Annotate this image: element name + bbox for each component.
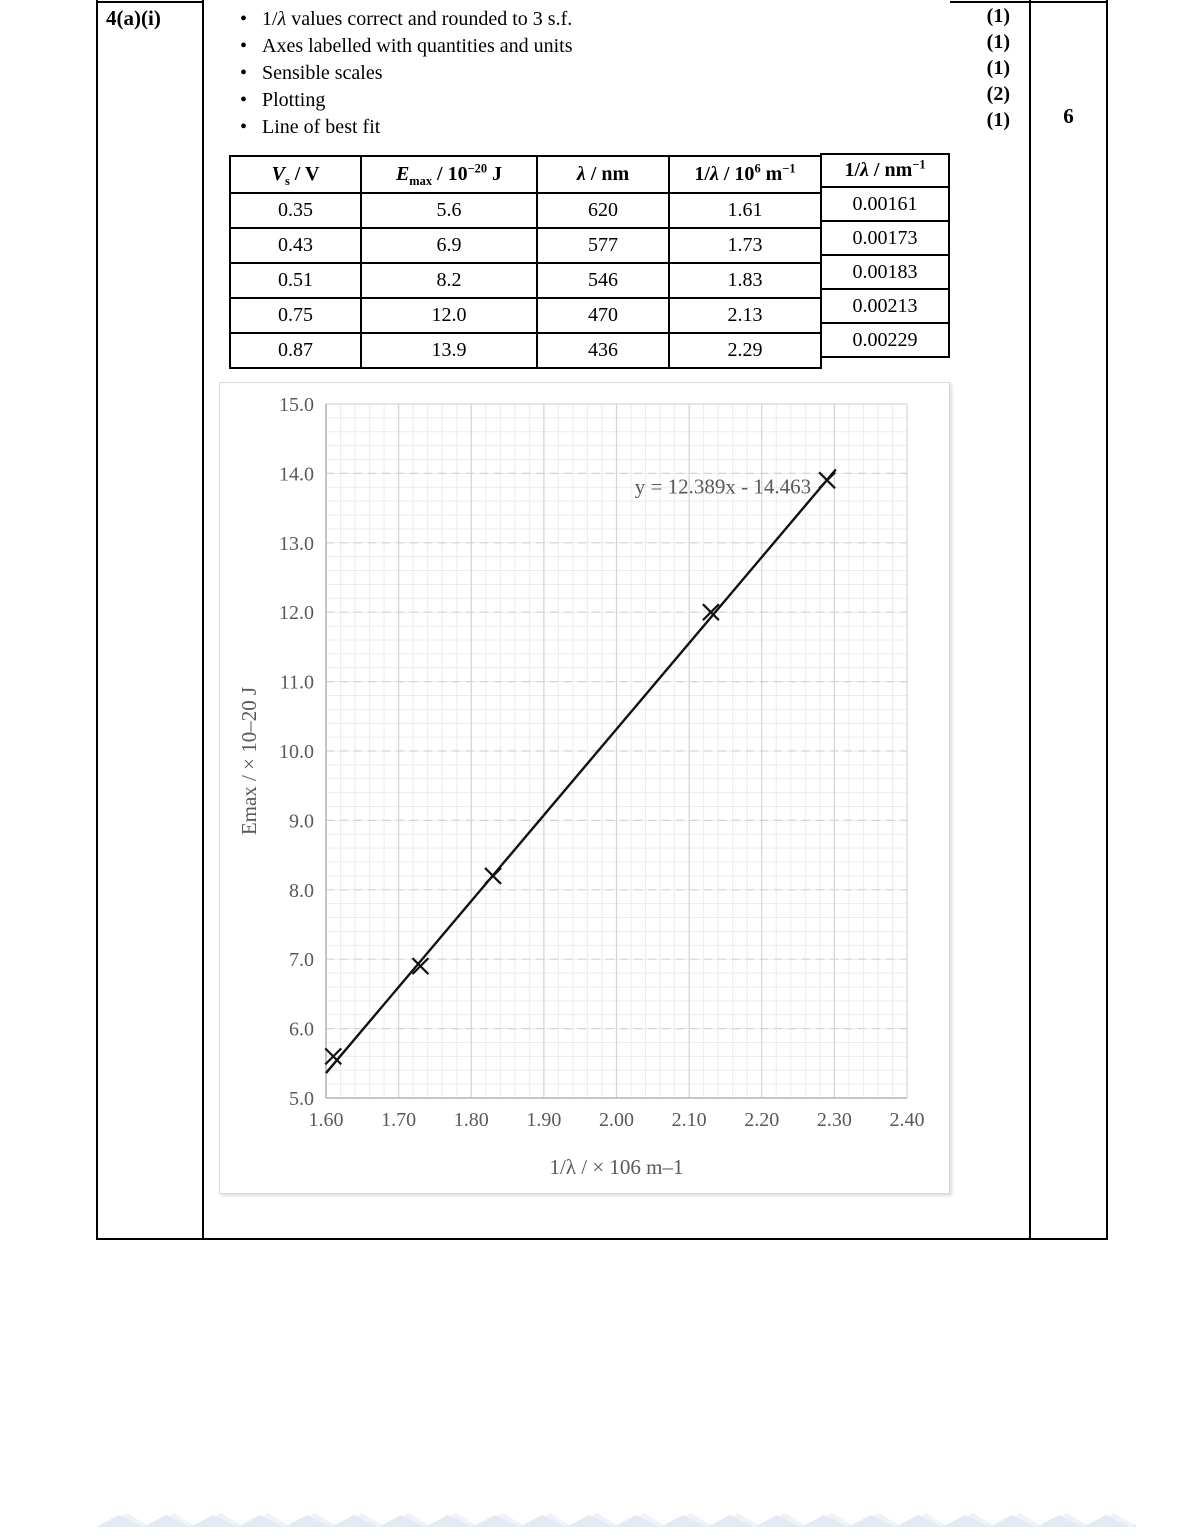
bullet-text: Plotting xyxy=(262,89,326,111)
y-tick-label: 11.0 xyxy=(279,671,314,694)
col-header-emax: $E_{max} / 10^{-20}$ J xyxy=(361,156,537,193)
col-header-inv-lambda-m: $1/\lambda / 10^6$ $m^{-1}$ xyxy=(669,156,821,193)
col-header-lambda: λ / nm xyxy=(537,156,669,193)
table-cell: 2.29 xyxy=(669,333,821,368)
y-tick-label: 7.0 xyxy=(289,949,314,972)
x-tick-label: 2.10 xyxy=(671,1109,707,1131)
trendline-equation-label: y = 12.389x - 14.463 xyxy=(634,474,812,499)
table-row xyxy=(821,255,949,289)
answer-bullet-list xyxy=(240,6,902,141)
table-cell: 0.00161 xyxy=(821,187,949,221)
table-cell: 546 xyxy=(537,263,669,298)
x-tick-label: 1.90 xyxy=(526,1109,562,1131)
x-tick-label: 2.00 xyxy=(599,1109,634,1131)
table-cell: 0.00183 xyxy=(821,255,949,289)
table-cell: 436 xyxy=(537,333,669,368)
table-cell: 1.73 xyxy=(669,228,821,263)
y-tick-label: 9.0 xyxy=(289,810,314,833)
table-cell: 0.87 xyxy=(230,333,361,368)
table-cell: 13.9 xyxy=(361,333,537,368)
results-table-last-body xyxy=(821,187,949,357)
total-mark: 6 xyxy=(1063,104,1074,128)
table-cell: 0.00229 xyxy=(821,323,949,357)
table-cell: 0.00213 xyxy=(821,289,949,323)
table-row xyxy=(821,289,949,323)
table-row xyxy=(821,221,949,255)
answer-bullet xyxy=(240,33,902,60)
table-border-question-answer xyxy=(202,0,204,1240)
y-tick-label: 10.0 xyxy=(279,741,314,763)
y-tick-label: 12.0 xyxy=(279,602,314,625)
table-cell: 5.6 xyxy=(361,193,537,228)
mark-value: (2) xyxy=(986,83,1010,105)
chart-container xyxy=(219,382,950,1194)
table-row xyxy=(230,263,821,298)
bullet-text: Sensible scales xyxy=(262,62,383,84)
bullet-icon: • xyxy=(240,116,248,138)
table-cell: 0.75 xyxy=(230,298,361,333)
table-cell: 0.35 xyxy=(230,193,361,228)
table-cell: 8.2 xyxy=(361,263,537,298)
table-row xyxy=(230,228,821,263)
table-row xyxy=(230,333,821,368)
table-cell: 0.51 xyxy=(230,263,361,298)
table-cell: 1.83 xyxy=(669,263,821,298)
best-fit-line xyxy=(326,469,836,1073)
marks-column xyxy=(930,3,1010,133)
table-border-bottom xyxy=(96,1238,1108,1240)
y-axis-title: Emax / × 10–20 J xyxy=(237,686,261,836)
chart-svg xyxy=(220,383,949,1193)
table-cell: 1.61 xyxy=(669,193,821,228)
y-tick-label: 5.0 xyxy=(289,1088,314,1110)
bullet-text: Line of best fit xyxy=(262,116,381,138)
x-tick-label: 2.40 xyxy=(889,1109,925,1131)
col-header-inv-lambda-nm: $1/\lambda / nm^{-1}$ xyxy=(821,154,949,187)
table-cell: 577 xyxy=(537,228,669,263)
table-row xyxy=(230,193,821,228)
table-cell: 0.00173 xyxy=(821,221,949,255)
table-cell: 620 xyxy=(537,193,669,228)
answer-bullet xyxy=(240,114,902,141)
table-cell: 0.43 xyxy=(230,228,361,263)
table-border-right xyxy=(1106,0,1108,1240)
y-tick-label: 6.0 xyxy=(289,1018,314,1041)
table-border-top-left-segment xyxy=(96,1,204,3)
answer-bullet xyxy=(240,60,902,87)
x-tick-label: 2.20 xyxy=(744,1109,780,1131)
answer-bullet xyxy=(240,87,902,114)
x-tick-label: 1.80 xyxy=(453,1109,489,1131)
footer-zigzag-decoration xyxy=(96,1505,1136,1529)
table-cell: 470 xyxy=(537,298,669,333)
mark-value: (1) xyxy=(986,57,1010,79)
table-border-answer-total xyxy=(1029,0,1031,1240)
results-table-main-body xyxy=(230,193,821,368)
x-axis-title: 1/λ / × 106 m–1 xyxy=(549,1155,684,1179)
y-tick-label: 15.0 xyxy=(279,394,314,416)
mark-value: (1) xyxy=(986,109,1010,131)
bullet-icon: • xyxy=(240,35,248,57)
mark-value: (1) xyxy=(986,31,1010,53)
table-row xyxy=(821,187,949,221)
mark-value: (1) xyxy=(986,5,1010,27)
bullet-icon: • xyxy=(240,8,248,30)
table-row xyxy=(230,298,821,333)
x-tick-label: 2.30 xyxy=(816,1109,852,1131)
bullet-icon: • xyxy=(240,89,248,111)
y-tick-label: 13.0 xyxy=(279,532,314,555)
y-tick-label: 14.0 xyxy=(279,463,314,486)
bullet-text: 1/λ values correct and rounded to 3 s.f. xyxy=(262,8,573,30)
x-tick-label: 1.60 xyxy=(308,1109,344,1131)
table-row xyxy=(821,323,949,357)
results-table-last-column xyxy=(820,153,950,358)
table-cell: 2.13 xyxy=(669,298,821,333)
col-header-vs: $V_s$ / V xyxy=(230,156,361,193)
table-cell: 6.9 xyxy=(361,228,537,263)
question-number: 4(a)(i) xyxy=(106,6,161,30)
bullet-text: Axes labelled with quantities and units xyxy=(262,35,573,57)
table-cell: 12.0 xyxy=(361,298,537,333)
answer-bullet xyxy=(240,6,902,33)
table-border-left xyxy=(96,0,98,1240)
x-tick-label: 1.70 xyxy=(381,1109,417,1131)
results-table-main xyxy=(229,155,822,369)
y-tick-label: 8.0 xyxy=(289,879,314,902)
bullet-icon: • xyxy=(240,62,248,84)
